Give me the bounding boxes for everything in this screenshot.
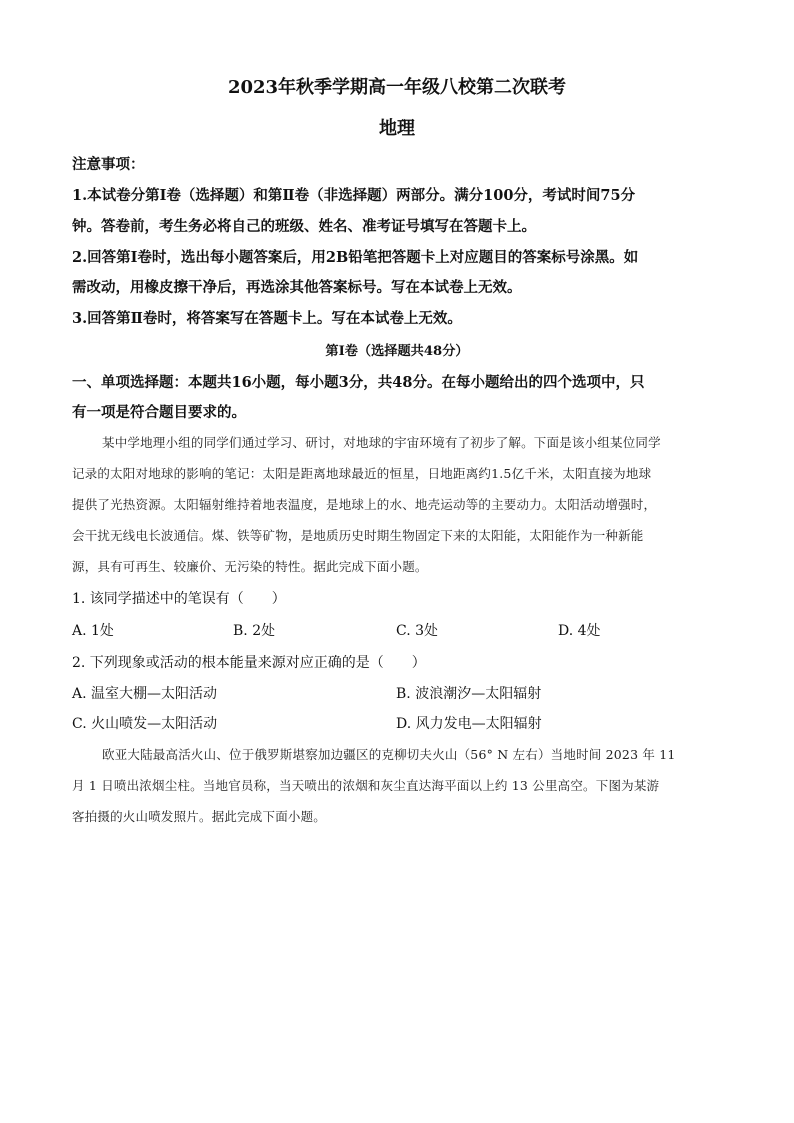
section-title: 第Ⅰ卷（选择题共48分） [325, 344, 469, 359]
section-instruction: 有一项是符合题目要求的。 [72, 404, 246, 421]
notes-line: 2.回答第Ⅰ卷时，选出每小题答案后，用2B铅笔把答题卡上对应题目的答案标号涂黑。如 [72, 249, 639, 266]
section-instruction: 一、单项选择题：本题共16小题，每小题3分，共48分。在每小题给出的四个选项中，只 [72, 374, 645, 391]
notes-line: 1.本试卷分第Ⅰ卷（选择题）和第Ⅱ卷（非选择题）两部分。满分100分，考试时间75分 [72, 187, 636, 204]
notes-heading: 注意事项： [72, 156, 145, 173]
passage-line: 月 1 日喷出浓烟尘柱。当地官员称，当天喷出的浓烟和灰尘直达海平面以上约 13 公里高空。下图为某游 [72, 778, 660, 793]
passage-line: 欧亚大陆最高活火山、位于俄罗斯堪察加边疆区的克柳切夫火山（56° N 左右）当地时间 2023 年 11 [102, 747, 676, 762]
passage-line: 客拍摄的火山喷发照片。据此完成下面小题。 [72, 809, 327, 824]
question-1-option-c: C. 3处 [396, 623, 439, 639]
notes-line: 3.回答第Ⅱ卷时，将答案写在答题卡上。写在本试卷上无效。 [72, 310, 462, 327]
subject-title: 地理 [379, 118, 415, 139]
question-1-option-d: D. 4处 [558, 623, 601, 639]
exam-title: 2023年秋季学期高一年级八校第二次联考 [227, 77, 567, 98]
passage-line: 提供了光热资源。太阳辐射维持着地表温度，是地球上的水、地壳运动等的主要动力。太阳活动增强时， [72, 497, 657, 512]
passage-line: 某中学地理小组的同学们通过学习、研讨，对地球的宇宙环境有了初步了解。下面是该小组某位同学 [102, 435, 661, 450]
question-1-option-a: A. 1处 [72, 623, 114, 639]
question-2-option-c: C. 火山喷发—太阳活动 [72, 716, 218, 732]
notes-line: 钟。答卷前，考生务必将自己的班级、姓名、准考证号填写在答题卡上。 [72, 218, 536, 235]
question-2-option-a: A. 温室大棚—太阳活动 [72, 686, 218, 702]
passage-line: 记录的太阳对地球的影响的笔记：太阳是距离地球最近的恒星，日地距离约1.5亿千米，太阳直接为地球 [72, 466, 652, 481]
question-2-option-b: B. 波浪潮汐—太阳辐射 [396, 686, 542, 702]
question-1-stem: 1. 该同学描述中的笔误有（ ） [72, 591, 286, 607]
question-2-stem: 2. 下列现象或活动的根本能量来源对应正确的是（ ） [72, 655, 426, 671]
passage-line: 源，具有可再生、较廉价、无污染的特性。据此完成下面小题。 [72, 559, 428, 574]
passage-line: 会干扰无线电长波通信。煤、铁等矿物，是地质历史时期生物固定下来的太阳能，太阳能作为一种新能 [72, 528, 644, 543]
question-2-option-d: D. 风力发电—太阳辐射 [396, 716, 542, 732]
notes-line: 需改动，用橡皮擦干净后，再选涂其他答案标号。写在本试卷上无效。 [72, 279, 522, 296]
question-1-option-b: B. 2处 [233, 623, 276, 639]
